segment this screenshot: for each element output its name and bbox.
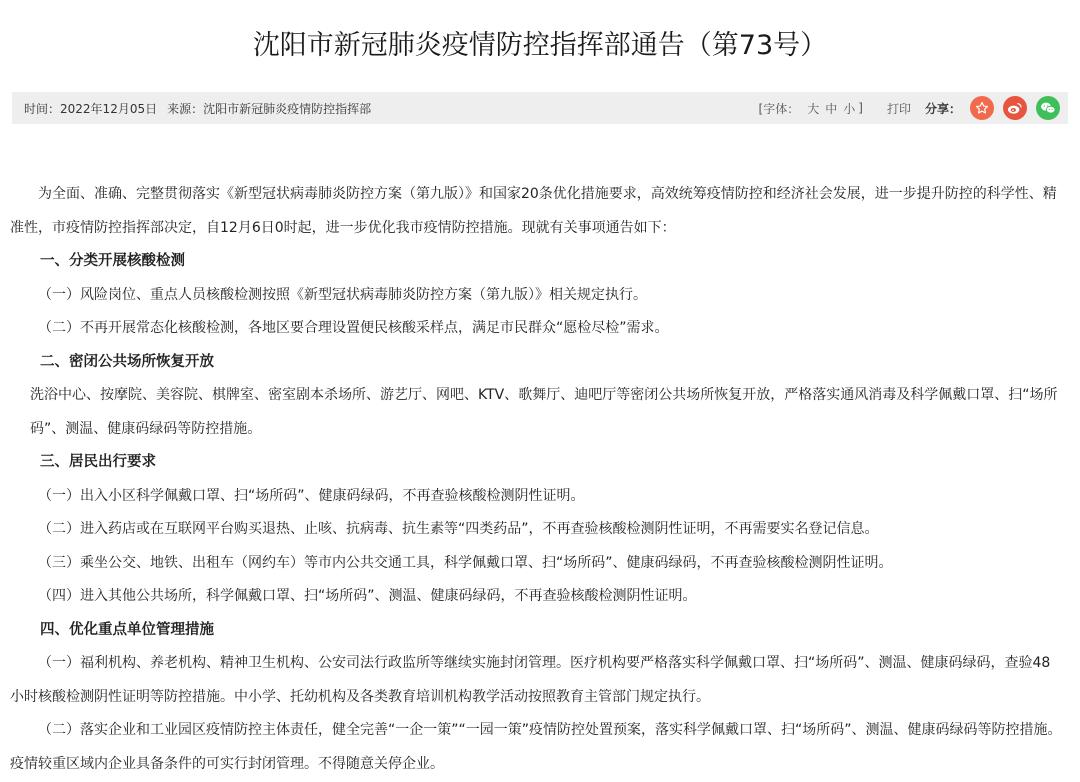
meta-info [12,100,371,117]
section-4-item-1: （一）福利机构、养老机构、精神卫生机构、公安司法行政监所等继续实施封闭管理。医疗机构要严格落实科学佩戴口罩、扫“场所码”、测温、健康码绿码，查验48小时核酸检测阴性证明等防控措施。中小学、托幼机构及各类教育培训机构教学活动按照教育主管部门规定执行。 [10,655,1051,705]
wechat-icon[interactable] [1036,96,1060,120]
section-4-item-2: （二）落实企业和工业园区疫情防控主体责任，健全完善“一企一策”“一园一策”疫情防控处置预案，落实科学佩戴口罩、扫“场所码”、测温、健康码绿码等防控措施。疫情较重区域内企业具备条件的可实行封闭管理。不得随意关停企业。 [10,722,1062,772]
section-heading-3: 三、居民出行要求 [40,454,156,470]
intro-paragraph: 为全面、准确、完整贯彻落实《新型冠状病毒肺炎防控方案（第九版）》和国家20条优化措施要求，高效统筹疫情防控和经济社会发展，进一步提升防控的科学性、精准性，市疫情防控指挥部决定，自12月6日0时起，进一步优化我市疫情防控措施。现就有关事项通告如下： [10,186,1057,236]
font-size-medium-button[interactable]: 中 [825,101,838,116]
font-size-label: [字体： [758,101,800,116]
weibo-icon[interactable] [1003,96,1027,120]
section-3-item-2: （二）进入药店或在互联网平台购买退热、止咳、抗病毒、抗生素等“四类药品”，不再查验核酸检测阴性证明，不再需要实名登记信息。 [38,521,879,537]
section-heading-1: 一、分类开展核酸检测 [40,253,185,269]
section-3-item-3: （三）乘坐公交、地铁、出租车（网约车）等市内公共交通工具，科学佩戴口罩、扫“场所码”、健康码绿码，不再查验核酸检测阴性证明。 [38,554,893,571]
font-size-large-button[interactable]: 大 [807,101,820,116]
publish-date: 2022年12月05日 [60,101,158,116]
source-label: 来源： [167,101,204,116]
article-body [10,178,1064,781]
section-2-body: 洗浴中心、按摩院、美容院、棋牌室、密室剧本杀场所、游艺厅、网吧、KTV、歌舞厅、迪吧厅等密闭公共场所恢复开放，严格落实通风消毒及科学佩戴口罩、扫“场所码”、测温、健康码绿码等防控措施。 [30,387,1058,437]
font-size-label-close: ] [858,101,863,115]
page-title: 沈阳市新冠肺炎疫情防控指挥部通告（第73号） [252,30,828,61]
section-1-item-1: （一）风险岗位、重点人员核酸检测按照《新型冠状病毒肺炎防控方案（第九版）》相关规定执行。 [38,286,647,303]
font-size-small-button[interactable]: 小 [843,101,856,116]
article-meta-bar [12,92,1068,124]
font-size-selector [759,100,863,117]
favorite-star-icon[interactable] [970,96,994,120]
time-label: 时间： [24,101,61,116]
source-value: 沈阳市新冠肺炎疫情防控指挥部 [203,101,372,116]
section-heading-4: 四、优化重点单位管理措施 [40,621,214,638]
section-1-item-2: （二）不再开展常态化核酸检测，各地区要合理设置便民核酸采样点，满足市民群众“愿检尽检”需求。 [38,320,669,336]
section-3-item-1: （一）出入小区科学佩戴口罩、扫“场所码”、健康码绿码，不再查验核酸检测阴性证明。 [38,487,585,504]
share-label: 分享： [924,101,961,116]
meta-tools [759,96,1068,120]
section-3-item-4: （四）进入其他公共场所，科学佩戴口罩、扫“场所码”、测温、健康码绿码，不再查验核酸检测阴性证明。 [38,588,697,604]
section-heading-2: 二、密闭公共场所恢复开放 [40,353,214,370]
print-button[interactable]: 打印 [886,101,911,116]
